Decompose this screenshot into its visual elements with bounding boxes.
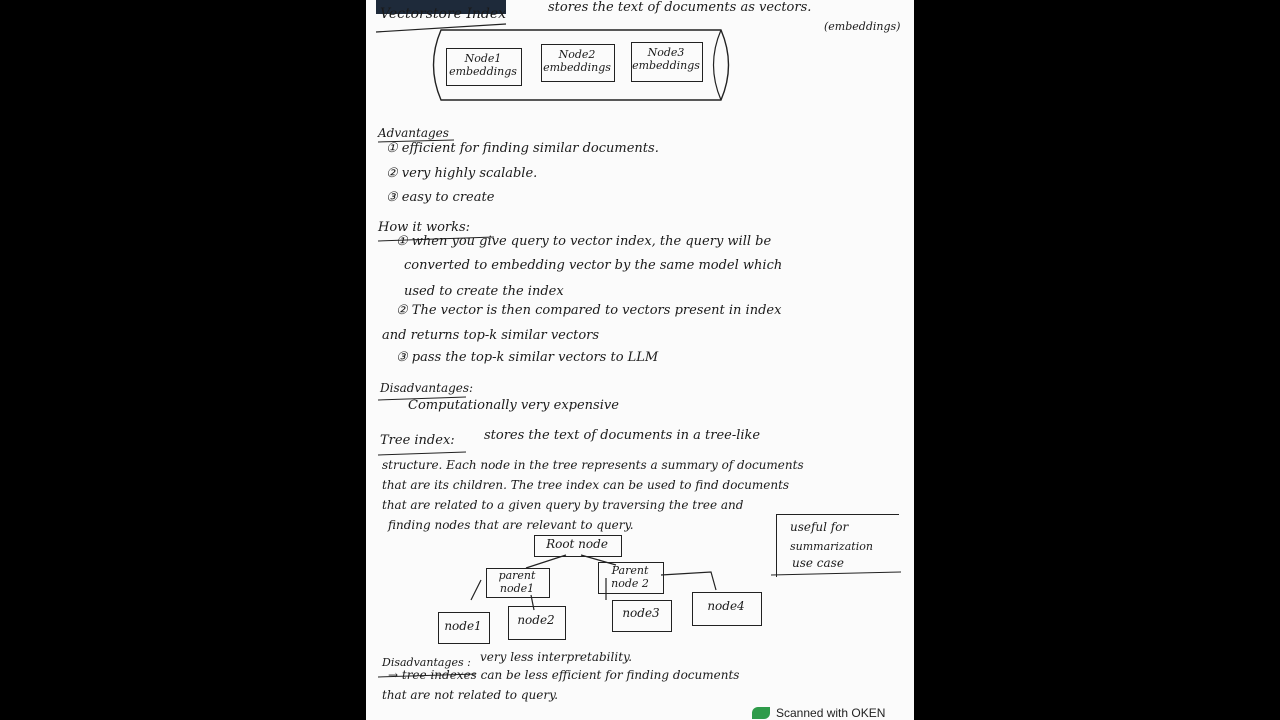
scanner-label: Scanned with OKEN — [776, 706, 886, 720]
parent-node1-label: parent node1 — [498, 569, 536, 595]
how-line: and returns top-k similar vectors — [382, 328, 600, 343]
useful-note-line: useful for — [790, 520, 849, 534]
how-line: used to create the index — [404, 284, 564, 299]
tree-intro-first: stores the text of documents in a tree-like — [484, 428, 761, 443]
scanner-watermark — [752, 706, 885, 720]
vectorstore-description-note: (embeddings) — [824, 20, 901, 33]
tree-intro-line: that are related to a given query by traversing the tree and — [382, 498, 744, 512]
parent-node2-label: Parent node 2 — [611, 564, 649, 590]
how-line: ② The vector is then compared to vectors present in index — [396, 303, 782, 318]
tree-intro-line: that are its children. The tree index can be used to find documents — [382, 478, 790, 492]
vectorstore-description: stores the text of documents as vectors. — [548, 0, 812, 15]
root-node-label: Root node — [546, 537, 608, 551]
vectorstore-title: Vectorstore Index — [380, 6, 507, 22]
tree-disadvantage-first: very less interpretability. — [480, 650, 633, 664]
node1-box-label: Node1 embeddings — [449, 52, 517, 78]
tree-intro-line: finding nodes that are relevant to query. — [388, 518, 634, 532]
how-line: ① when you give query to vector index, the query will be — [396, 234, 772, 249]
vectorstore-disadvantages-heading: Disadvantages: — [380, 381, 474, 395]
how-line: converted to embedding vector by the same model which — [404, 258, 783, 273]
tree-disadvantage-line: → tree indexes can be less efficient for finding documents — [388, 668, 740, 682]
leaf-node4-label: node4 — [707, 599, 745, 613]
node2-box-label: Node2 embeddings — [543, 48, 611, 74]
useful-note-line: summarization — [790, 540, 873, 553]
tree-disadvantages-heading: Disadvantages : — [382, 656, 471, 669]
node3-box-label: Node3 embeddings — [632, 46, 700, 72]
notebook-page — [366, 0, 914, 720]
tree-intro-line: structure. Each node in the tree represents a summary of documents — [382, 458, 804, 472]
advantage-item: ③ easy to create — [386, 190, 495, 205]
tree-underline — [378, 452, 466, 455]
tree-disadvantage-line: that are not related to query. — [382, 688, 559, 702]
leaf-node1-label: node1 — [444, 619, 482, 633]
leaf-node2-label: node2 — [517, 613, 555, 627]
how-it-works-heading: How it works: — [378, 220, 471, 235]
useful-note-line: use case — [792, 556, 844, 570]
advantage-item: ① efficient for finding similar documents. — [386, 141, 659, 156]
leaf-node3-label: node3 — [622, 606, 660, 620]
cylinder-end-curve — [714, 30, 722, 100]
vectorstore-disadvantage: Computationally very expensive — [408, 398, 619, 413]
oken-leaf-icon — [752, 707, 770, 719]
tree-index-title: Tree index: — [380, 433, 455, 448]
how-line: ③ pass the top-k similar vectors to LLM — [396, 350, 659, 365]
advantage-item: ② very highly scalable. — [386, 166, 538, 181]
advantages-heading: Advantages — [378, 126, 449, 140]
